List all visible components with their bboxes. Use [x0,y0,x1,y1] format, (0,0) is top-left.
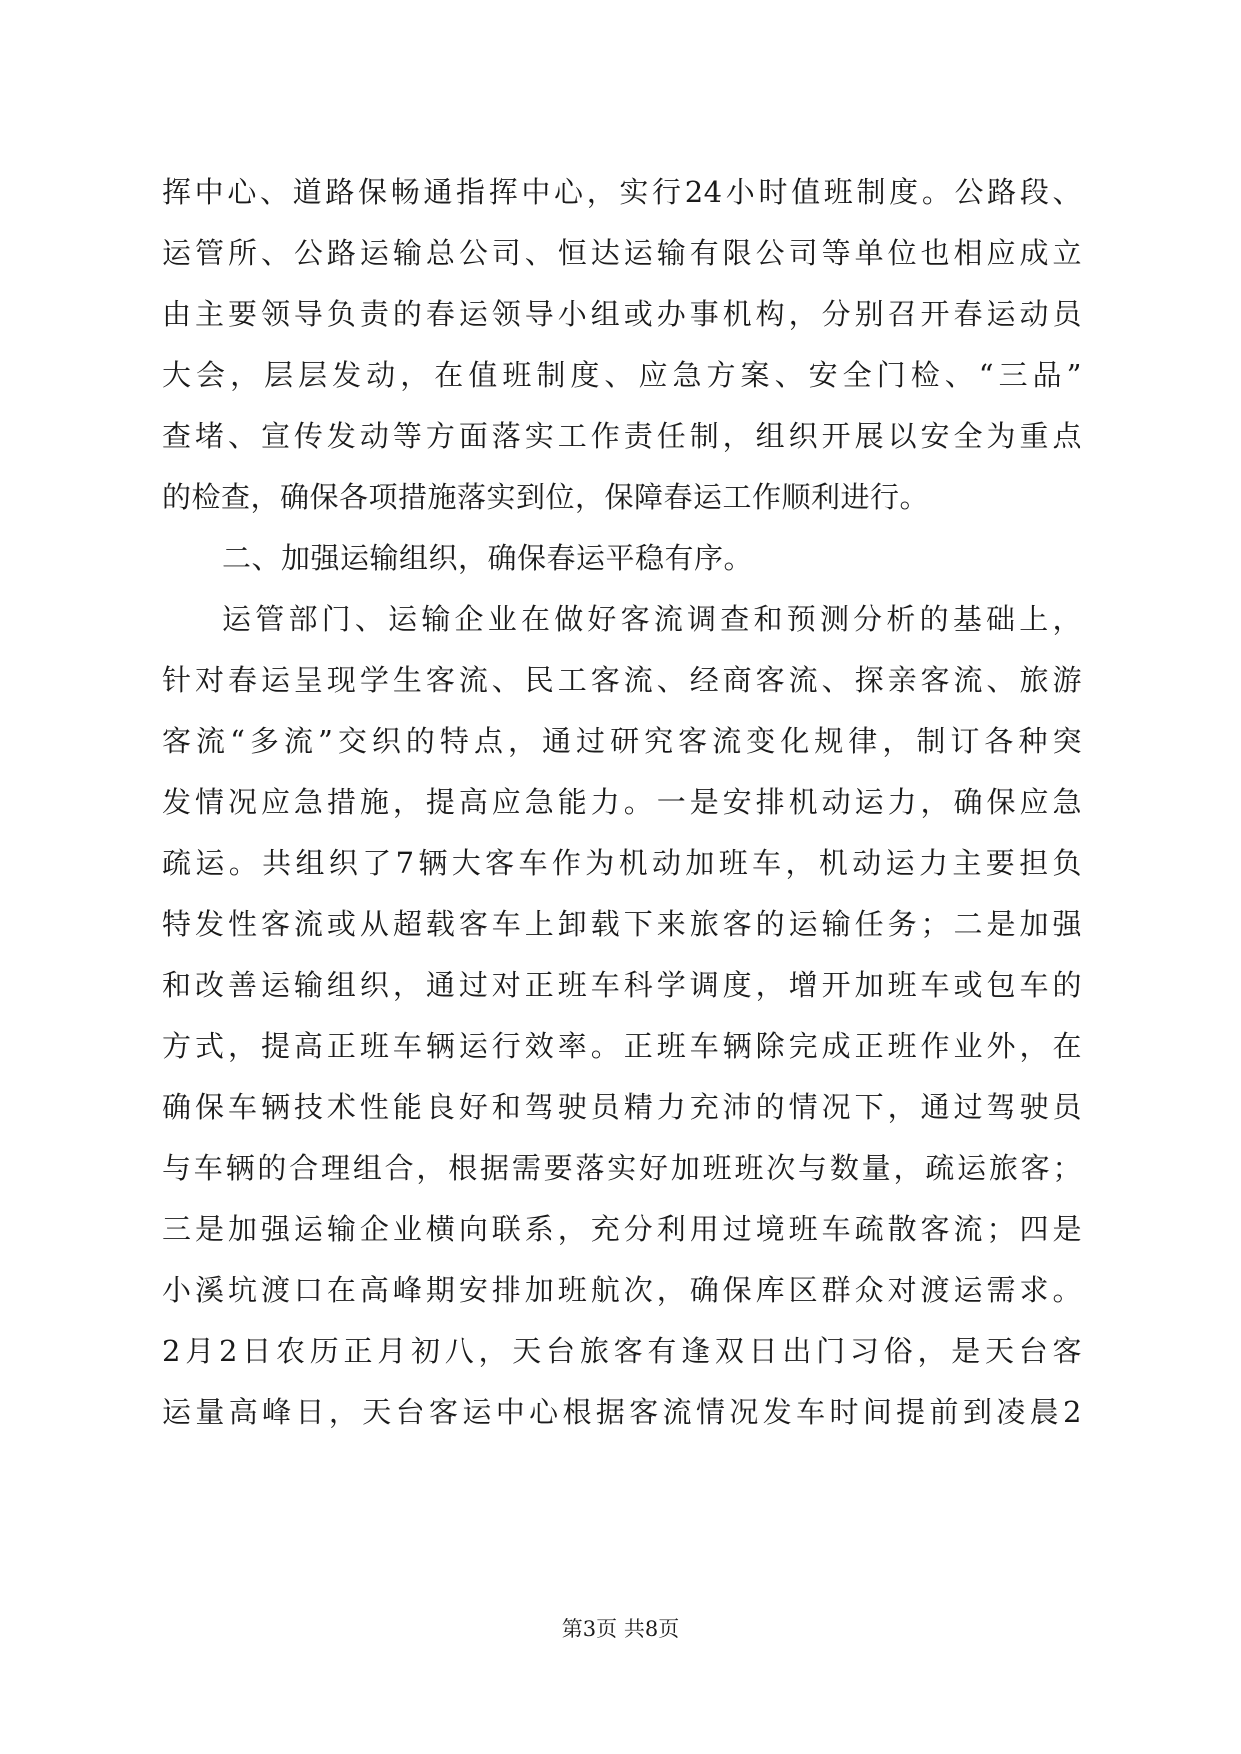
text-line: 挥中心、道路保畅通指挥中心，实行24小时值班制度。公路段、 [162,175,1082,209]
text-line: 运管所、公路运输总公司、恒达运输有限公司等单位也相应成立 [162,236,1082,270]
page-number: 第3页 共8页 [561,1617,680,1641]
text-line: 运管部门、运输企业在做好客流调查和预测分析的基础上， [222,602,1082,636]
text-line: 疏运。共组织了7辆大客车作为机动加班车，机动运力主要担负 [162,846,1082,880]
text-line: 2月2日农历正月初八，天台旅客有逢双日出门习俗，是天台客 [162,1334,1082,1368]
text-line: 发情况应急措施，提高应急能力。一是安排机动运力，确保应急 [162,785,1082,819]
text-line: 确保车辆技术性能良好和驾驶员精力充沛的情况下，通过驾驶员 [162,1090,1082,1124]
text-line: 运量高峰日，天台客运中心根据客流情况发车时间提前到凌晨2 [162,1395,1082,1429]
text-line: 大会，层层发动，在值班制度、应急方案、安全门检、“三品” [162,358,1082,392]
body-text [162,162,1082,1443]
text-line: 查堵、宣传发动等方面落实工作责任制，组织开展以安全为重点 [162,419,1082,453]
text-line: 由主要领导负责的春运领导小组或办事机构，分别召开春运动员 [162,297,1082,331]
text-line: 针对春运呈现学生客流、民工客流、经商客流、探亲客流、旅游 [162,663,1082,697]
text-line: 和改善运输组织，通过对正班车科学调度，增开加班车或包车的 [162,968,1082,1002]
text-line: 方式，提高正班车辆运行效率。正班车辆除完成正班作业外，在 [162,1029,1082,1063]
text-line: 的检查，确保各项措施落实到位，保障春运工作顺利进行。 [162,480,930,514]
text-line: 特发性客流或从超载客车上卸载下来旅客的运输任务；二是加强 [162,907,1082,941]
section-heading: 二、加强运输组织，确保春运平稳有序。 [222,541,754,575]
text-line: 三是加强运输企业横向联系，充分利用过境班车疏散客流；四是 [162,1212,1082,1246]
text-line: 客流“多流”交织的特点，通过研究客流变化规律，制订各种突 [162,724,1082,758]
text-line: 与车辆的合理组合，根据需要落实好加班班次与数量，疏运旅客； [162,1151,1082,1185]
text-line: 小溪坑渡口在高峰期安排加班航次，确保库区群众对渡运需求。 [162,1273,1082,1307]
